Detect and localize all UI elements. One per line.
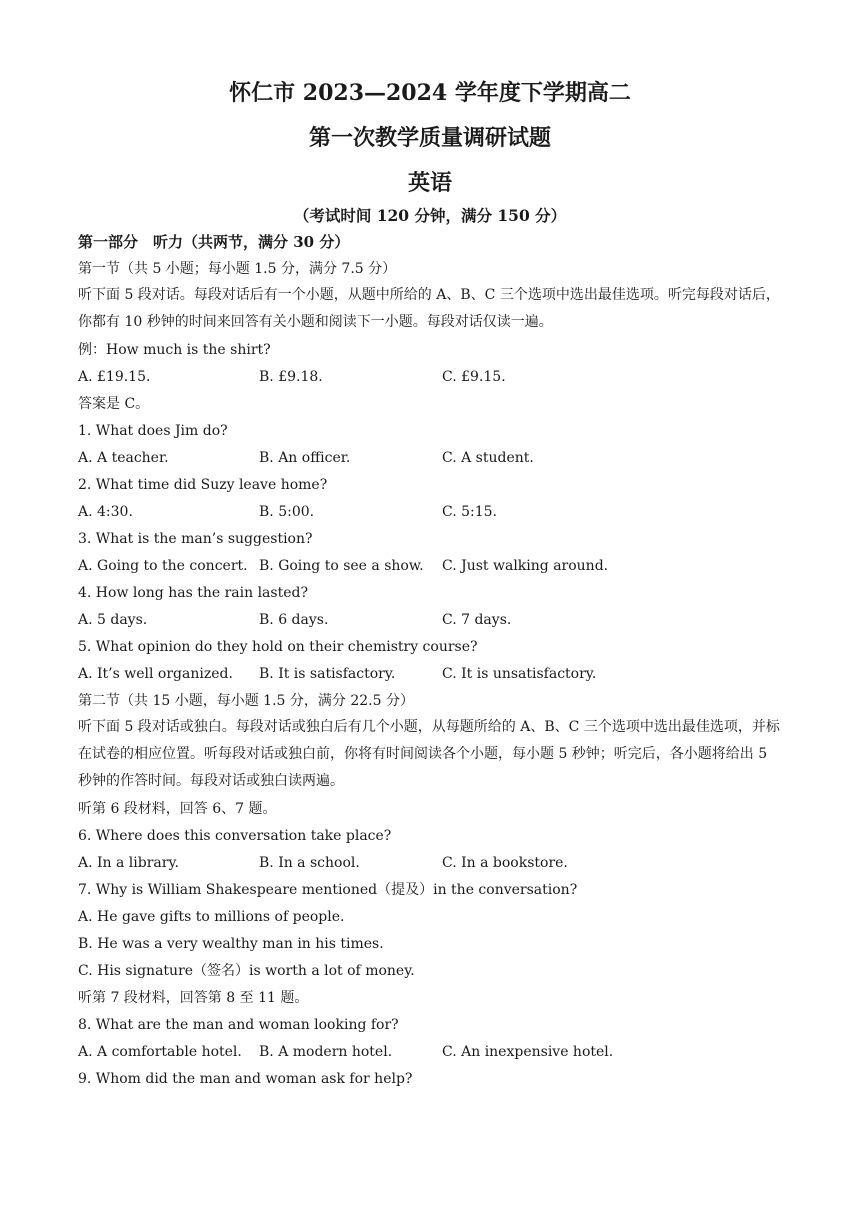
question-1: 1. What does Jim do?: [78, 423, 228, 439]
exam-info: （考试时间 120 分钟，满分 150 分）: [293, 206, 567, 225]
q1-option-c: C. A student.: [442, 450, 534, 466]
question-3: 3. What is the man’s suggestion?: [78, 531, 313, 547]
example-option-b: B. £9.18.: [259, 369, 323, 385]
q7-option-c: C. His signature（签名）is worth a lot of money.: [78, 963, 415, 979]
question-8: 8. What are the man and woman looking for?: [78, 1017, 399, 1033]
q6-option-c: C. In a bookstore.: [442, 855, 568, 871]
example-answer: 答案是 C。: [78, 396, 150, 412]
q1-option-b: B. An officer.: [259, 450, 351, 466]
q5-option-a: A. It’s well organized.: [78, 666, 233, 682]
section2-instructions: 听下面 5 段对话或独白。每段对话或独白后有几个小题，从每题所给的 A、B、C 三个选项中选出最佳选项，并标在试卷的相应位置。听每段对话或独白前，你将有时间阅读各个小题，每小题 5 秒钟；听完后，各小题将给出 5 秒钟的作答时间。每段对话或独白读两遍。: [78, 719, 780, 789]
example-option-c: C. £9.15.: [442, 369, 506, 385]
q6-option-a: A. In a library.: [78, 855, 179, 871]
q4-option-b: B. 6 days.: [259, 612, 329, 628]
q7-option-a: A. He gave gifts to millions of people.: [78, 909, 345, 925]
example-question: 例：How much is the shirt?: [78, 342, 271, 358]
section1-heading: 第一节（共 5 小题；每小题 1.5 分，满分 7.5 分）: [78, 261, 397, 277]
question-7: 7. Why is William Shakespeare mentioned（提及）in the conversation?: [78, 882, 578, 898]
example-option-a: A. £19.15.: [78, 369, 151, 385]
q7-option-b: B. He was a very wealthy man in his times.: [78, 936, 384, 952]
q4-option-a: A. 5 days.: [78, 612, 148, 628]
question-2: 2. What time did Suzy leave home?: [78, 477, 328, 493]
q5-option-c: C. It is unsatisfactory.: [442, 666, 597, 682]
exam-title-line1: 怀仁市 2023—2024 学年度下学期高二: [229, 80, 631, 106]
material-6-note: 听第 6 段材料，回答 6、7 题。: [78, 801, 277, 817]
exam-title-line2: 第一次教学质量调研试题: [308, 125, 551, 151]
section1-instructions: 听下面 5 段对话。每段对话后有一个小题，从题中所给的 A、B、C 三个选项中选出最佳选项。听完每段对话后，你都有 10 秒钟的时间来回答有关小题和阅读下一小题。每段对话仅读一遍。: [78, 287, 780, 330]
question-6: 6. Where does this conversation take place?: [78, 828, 392, 844]
q8-option-a: A. A comfortable hotel.: [78, 1044, 242, 1060]
q4-option-c: C. 7 days.: [442, 612, 512, 628]
q3-option-c: C. Just walking around.: [442, 558, 609, 574]
section2-heading: 第二节（共 15 小题，每小题 1.5 分，满分 22.5 分）: [78, 693, 414, 709]
question-5: 5. What opinion do they hold on their chemistry course?: [78, 639, 478, 655]
q3-option-b: B. Going to see a show.: [259, 558, 424, 574]
q3-option-a: A. Going to the concert.: [78, 558, 248, 574]
question-9: 9. Whom did the man and woman ask for help?: [78, 1071, 413, 1087]
q1-option-a: A. A teacher.: [78, 450, 169, 466]
q2-option-b: B. 5:00.: [259, 504, 315, 520]
q2-option-c: C. 5:15.: [442, 504, 498, 520]
q2-option-a: A. 4:30.: [78, 504, 133, 520]
material-7-note: 听第 7 段材料，回答第 8 至 11 题。: [78, 990, 309, 1006]
exam-subject: 英语: [407, 170, 452, 196]
question-4: 4. How long has the rain lasted?: [78, 585, 308, 601]
q5-option-b: B. It is satisfactory.: [259, 666, 396, 682]
q8-option-c: C. An inexpensive hotel.: [442, 1044, 614, 1060]
part1-title: 第一部分 听力（共两节，满分 30 分）: [78, 233, 350, 251]
q6-option-b: B. In a school.: [259, 855, 360, 871]
q8-option-b: B. A modern hotel.: [259, 1044, 393, 1060]
